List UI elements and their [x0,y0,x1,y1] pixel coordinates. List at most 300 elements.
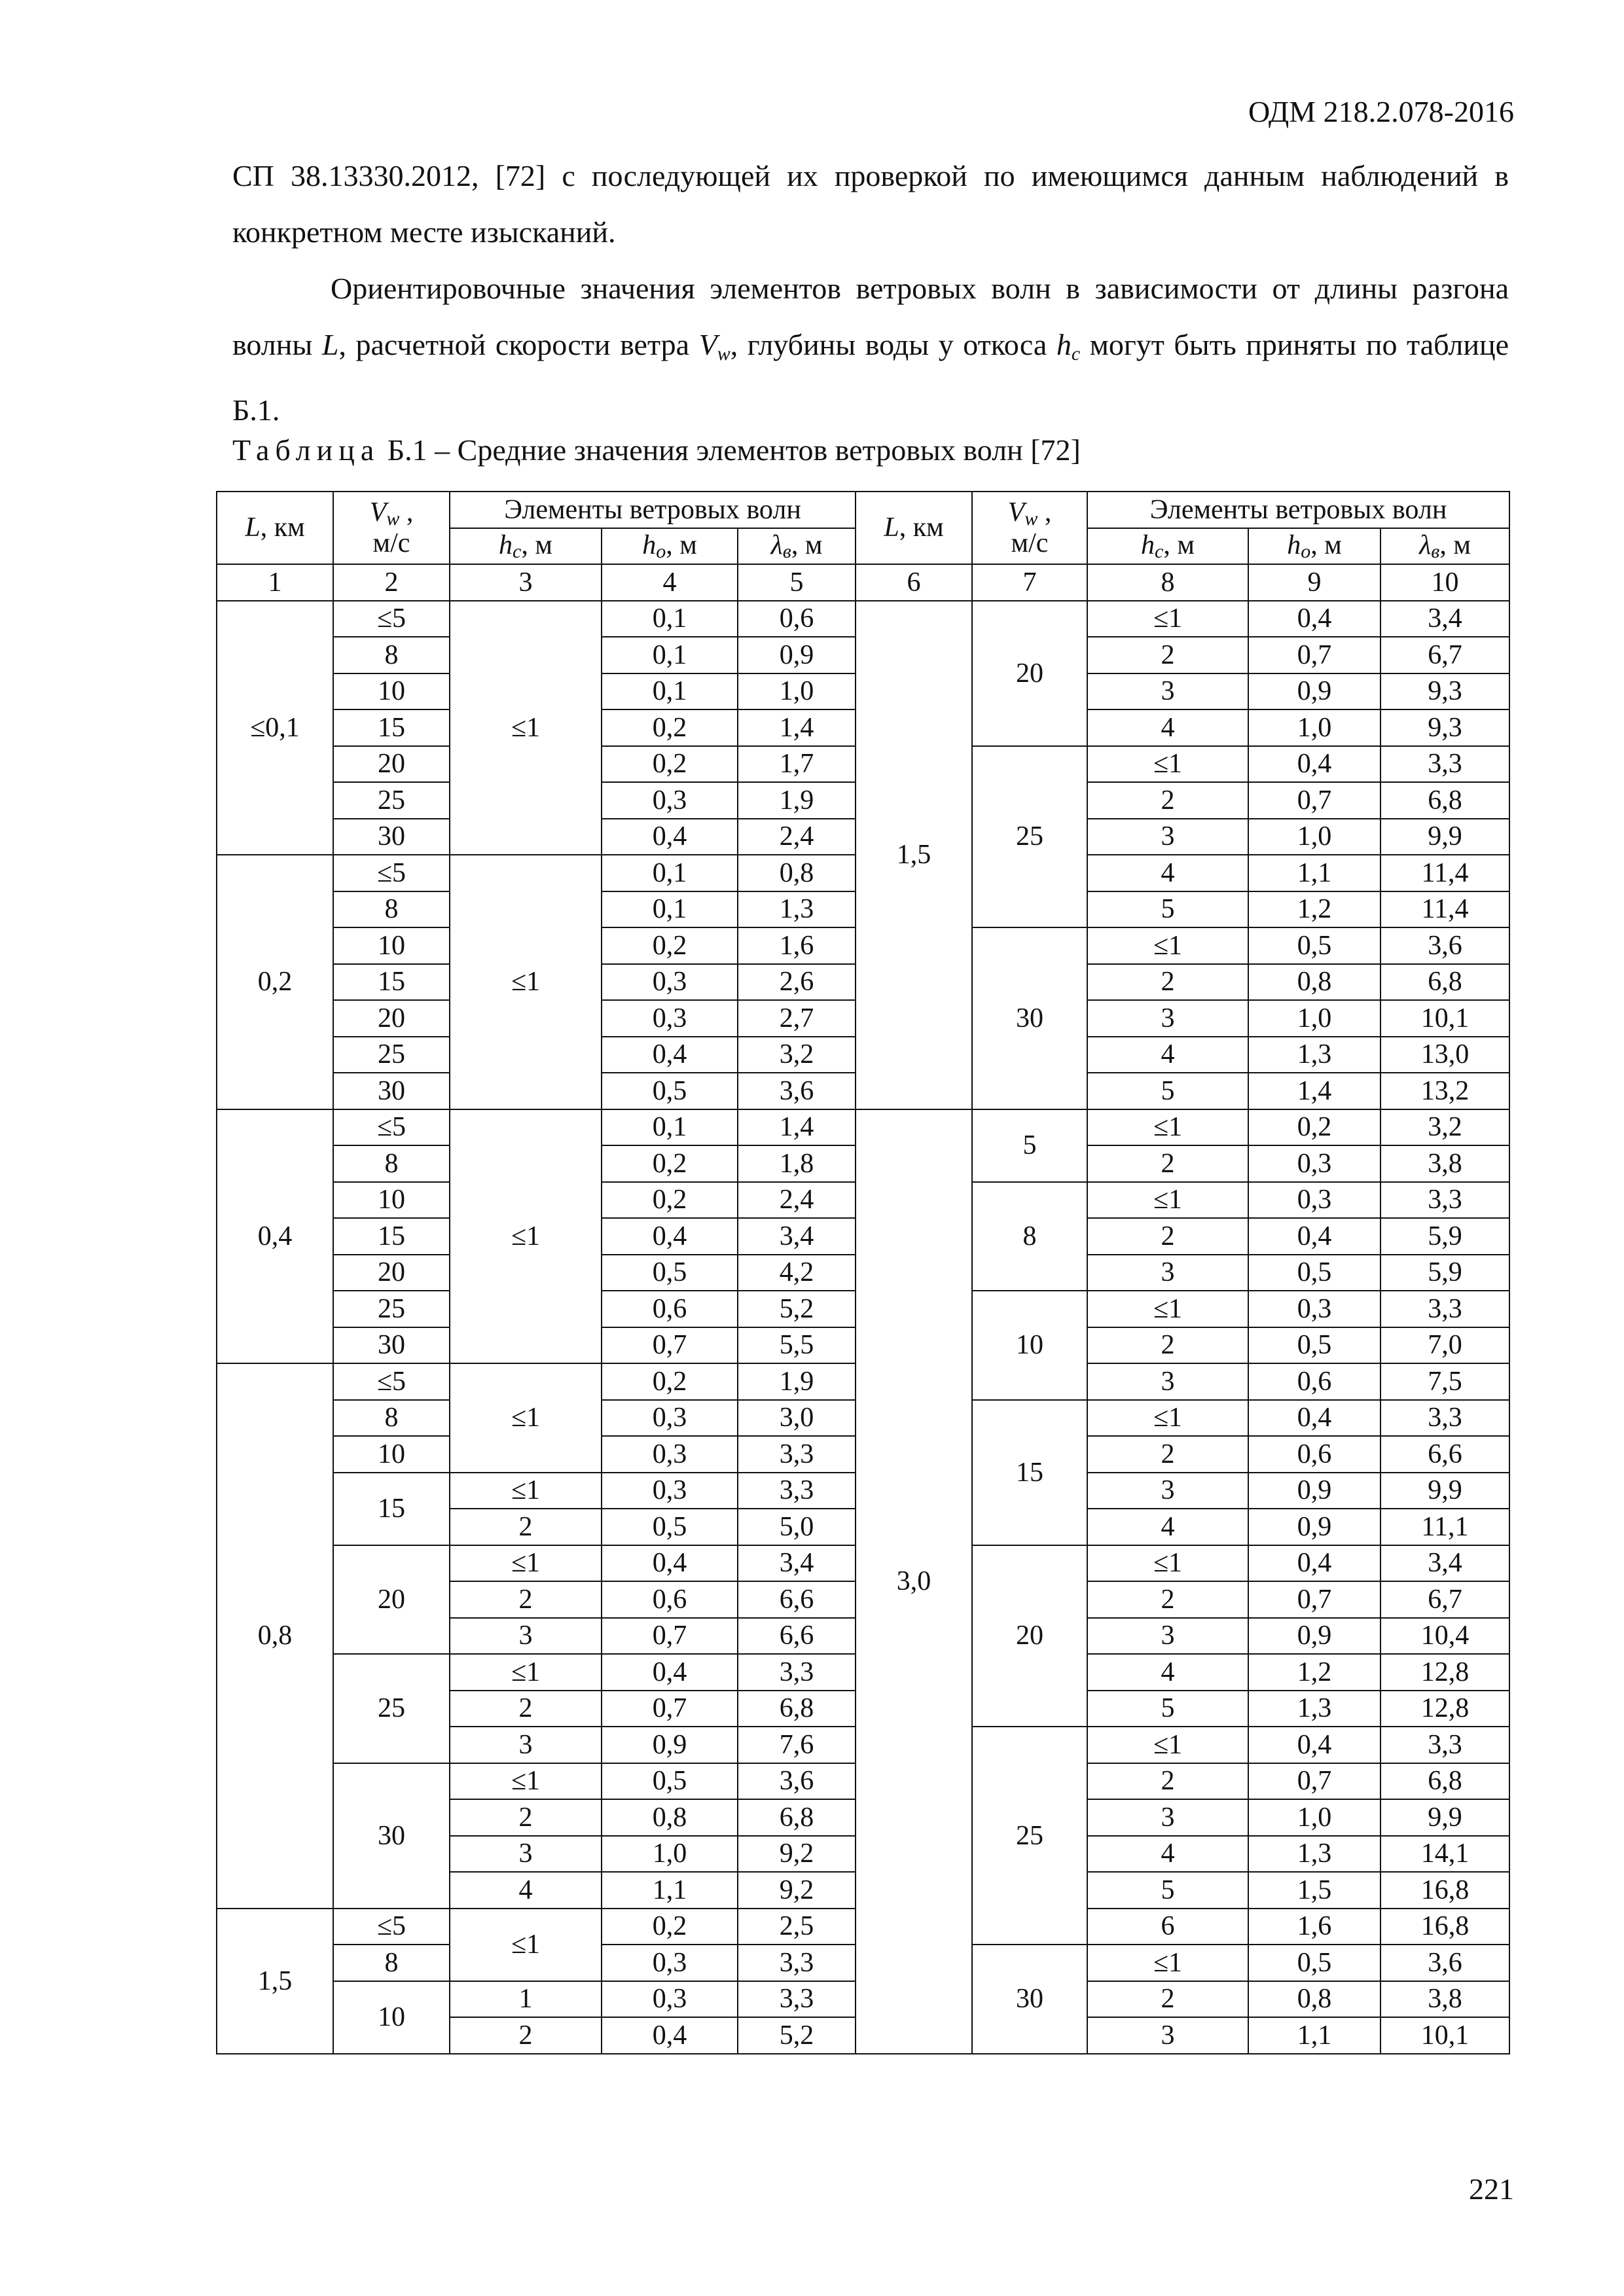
table-cell: 7,6 [738,1727,856,1763]
table-cell: 0,6 [602,1581,738,1618]
header-lambda-right: $\lambda_в$, м [1380,528,1509,565]
table-cell: 0,5 [1248,927,1380,964]
table-cell: 4 [450,1872,602,1909]
table-cell: 4 [1087,855,1248,891]
table-cell: 0,4 [1248,1400,1380,1437]
column-number: 2 [333,564,450,601]
table-cell: 0,9 [738,637,856,673]
table-cell: 20 [333,1000,450,1037]
table-cell: ≤5 [333,1109,450,1146]
column-number: 9 [1248,564,1380,601]
table-cell: 10 [333,1182,450,1219]
table-cell: ≤5 [333,855,450,891]
header-L-left: L, км [217,492,333,564]
table-cell: 3,3 [1380,1727,1509,1763]
column-number-row [217,564,1509,601]
table-cell: 30 [333,1073,450,1109]
column-number: 8 [1087,564,1248,601]
table-cell: 3 [1087,1618,1248,1655]
table-cell: 0,5 [1248,1945,1380,1981]
table-cell: 3,8 [1380,1145,1509,1182]
table-cell: 1,1 [1248,855,1380,891]
table-cell: 2,7 [738,1000,856,1037]
header-L-right: L, км [856,492,972,564]
table-cell: 10,4 [1380,1618,1509,1655]
table-cell: 0,4 [602,819,738,855]
table-cell: 0,2 [602,927,738,964]
table-cell: 10 [333,927,450,964]
table-cell: 2 [1087,964,1248,1001]
table-cell: 3,0 [856,1109,972,2054]
table-cell: 6 [1087,1909,1248,1945]
header-hc-right: $h_c$, м [1087,528,1248,565]
table-cell: 1,8 [738,1145,856,1182]
table-cell: 0,7 [1248,637,1380,673]
table-cell: ≤5 [333,1909,450,1945]
table-caption-label: Таблица [232,433,380,467]
table-cell: 3,3 [738,1654,856,1691]
table-cell: 3,0 [738,1400,856,1437]
table-cell: 5 [1087,1073,1248,1109]
table-cell: 2 [1087,637,1248,673]
table-cell: 3,3 [738,1436,856,1473]
table-cell: 9,2 [738,1872,856,1909]
column-number: 3 [450,564,602,601]
table-cell: 25 [333,1654,450,1763]
table-cell: 0,4 [1248,1545,1380,1582]
table-cell: 10 [333,1436,450,1473]
table-cell: 1,2 [1248,1654,1380,1691]
table-cell: ≤1 [1087,1182,1248,1219]
column-number: 6 [856,564,972,601]
header-hc-left: $h_c$, м [450,528,602,565]
table-cell: 3 [450,1836,602,1873]
table-cell: 25 [972,746,1087,928]
table-cell: 3,3 [738,1981,856,2018]
table-cell: 8 [972,1182,1087,1291]
table-cell: ≤1 [1087,1400,1248,1437]
table-cell: 30 [333,1327,450,1364]
table-cell: 1,0 [1248,1799,1380,1836]
table-cell: 3 [1087,1363,1248,1400]
header-V-left: $V_w$ , м/с [333,492,450,564]
table-cell: 0,3 [1248,1182,1380,1219]
table-cell: 0,4 [1248,1218,1380,1255]
table-cell: 3 [450,1727,602,1763]
table-cell: 0,6 [1248,1363,1380,1400]
table-cell: ≤1 [450,855,602,1109]
table-cell: 1,5 [856,601,972,1109]
table-cell: 2,4 [738,1182,856,1219]
table-cell: 2 [1087,782,1248,819]
table-cell: 25 [333,1291,450,1327]
table-cell: 4,2 [738,1255,856,1291]
table-cell: 2 [1087,1145,1248,1182]
table-cell: 3 [450,1618,602,1655]
table-cell: ≤1 [1087,746,1248,783]
table-cell: 3 [1087,1473,1248,1509]
table-cell: ≤1 [1087,1945,1248,1981]
table-cell: 2 [450,1509,602,1545]
table-cell: 2,5 [738,1909,856,1945]
table-cell: 10,1 [1380,1000,1509,1037]
table-cell: 15 [333,1218,450,1255]
table-cell: 0,1 [602,891,738,928]
table-cell: 0,5 [602,1073,738,1109]
table-cell: 0,3 [1248,1145,1380,1182]
table-cell: 3,3 [1380,746,1509,783]
table-cell: 0,1 [602,601,738,637]
header-ho-left: $h_o$, м [602,528,738,565]
table-cell: 3 [1087,1255,1248,1291]
table-cell: 2 [1087,1436,1248,1473]
table-cell: 0,4 [602,2017,738,2054]
table-cell: 0,1 [602,637,738,673]
table-cell: 0,8 [217,1363,333,1909]
table-cell: ≤1 [1087,601,1248,637]
table-cell: 0,2 [602,709,738,746]
table-cell: 0,4 [602,1037,738,1073]
table-row [217,601,1509,637]
table-cell: 6,6 [738,1581,856,1618]
table-cell: 9,9 [1380,1799,1509,1836]
table-cell: 4 [1087,1654,1248,1691]
table-cell: 11,1 [1380,1509,1509,1545]
table-cell: ≤1 [1087,927,1248,964]
table-cell: 3,3 [738,1945,856,1981]
table-cell: 3,3 [1380,1291,1509,1327]
table-cell: 0,7 [1248,782,1380,819]
table-cell: 0,4 [1248,746,1380,783]
table-cell: 2 [450,2017,602,2054]
table-cell: 1,0 [738,673,856,710]
table-cell: 6,8 [738,1799,856,1836]
table-cell: 0,7 [602,1327,738,1364]
table-cell: ≤1 [1087,1291,1248,1327]
table-cell: 6,6 [1380,1436,1509,1473]
table-cell: 2 [1087,1581,1248,1618]
table-cell: 1,9 [738,782,856,819]
table-cell: 0,2 [602,1182,738,1219]
table-cell: 0,9 [1248,1509,1380,1545]
table-cell: 8 [333,1945,450,1981]
table-cell: 3,4 [738,1545,856,1582]
table-cell: 0,9 [602,1727,738,1763]
table-cell: 0,3 [1248,1291,1380,1327]
table-cell: 1,0 [602,1836,738,1873]
table-cell: 0,9 [1248,1473,1380,1509]
table-cell: 5 [972,1109,1087,1182]
table-cell: 0,4 [1248,1727,1380,1763]
table-cell: 1,1 [602,1872,738,1909]
table-cell: 2 [1087,1218,1248,1255]
table-cell: 12,8 [1380,1654,1509,1691]
table-cell: 14,1 [1380,1836,1509,1873]
table-cell: 0,7 [602,1618,738,1655]
paragraph-1: СП 38.13330.2012, [72] с последующей их проверкой по имеющимся данным наблюдений в конкретном месте изысканий. [232,159,1509,249]
table-cell: 0,9 [1248,1618,1380,1655]
table-cell: 0,3 [602,1473,738,1509]
table-cell: ≤5 [333,601,450,637]
table-cell: 0,2 [602,1145,738,1182]
table-cell: 0,5 [602,1255,738,1291]
table-cell: 0,5 [1248,1327,1380,1364]
table-cell: 8 [333,637,450,673]
table-cell: 3 [1087,1799,1248,1836]
wave-elements-table [216,491,1510,2054]
table-cell: 10 [333,673,450,710]
table-cell: 20 [333,1255,450,1291]
header-V-right: $V_w$ , м/с [972,492,1087,564]
table-cell: 1,4 [738,709,856,746]
column-number: 10 [1380,564,1509,601]
table-cell: 3,2 [738,1037,856,1073]
table-cell: 25 [333,782,450,819]
table-cell: 3 [1087,673,1248,710]
table-cell: 5,9 [1380,1218,1509,1255]
table-cell: 15 [333,964,450,1001]
table-cell: 0,3 [602,1000,738,1037]
table-cell: 1,5 [217,1909,333,2054]
table-cell: 9,2 [738,1836,856,1873]
table-cell: 5,9 [1380,1255,1509,1291]
table-cell: 10 [333,1981,450,2054]
table-cell: 3,4 [738,1218,856,1255]
table-cell: 1,0 [1248,709,1380,746]
table-cell: 1,6 [738,927,856,964]
table-cell: 0,6 [602,1291,738,1327]
table-cell: 3,6 [738,1763,856,1800]
table-cell: 0,3 [602,1436,738,1473]
table-cell: ≤1 [450,601,602,855]
table-cell: 1,3 [1248,1037,1380,1073]
table-cell: 1,9 [738,1363,856,1400]
table-cell: 5,5 [738,1327,856,1364]
table-cell: ≤1 [1087,1727,1248,1763]
table-cell: 15 [333,709,450,746]
table-cell: 0,2 [602,1363,738,1400]
table-cell: 0,6 [738,601,856,637]
table-cell: 0,7 [1248,1763,1380,1800]
table-cell: 5 [1087,891,1248,928]
table-cell: 9,3 [1380,709,1509,746]
table-cell: 3,2 [1380,1109,1509,1146]
table-cell: 3,4 [1380,601,1509,637]
table-body [217,564,1509,2054]
table-cell: 16,8 [1380,1872,1509,1909]
table-cell: 13,0 [1380,1037,1509,1073]
table-cell: 0,6 [1248,1436,1380,1473]
table-cell: 0,4 [217,1109,333,1364]
table-cell: 0,4 [1248,601,1380,637]
table-cell: 30 [972,927,1087,1109]
header-ho-right: $h_o$, м [1248,528,1380,565]
table-cell: 11,4 [1380,855,1509,891]
table-cell: 4 [1087,1037,1248,1073]
table-cell: 0,4 [602,1545,738,1582]
table-cell: 0,3 [602,1981,738,2018]
table-cell: 0,7 [1248,1581,1380,1618]
table-cell: 6,8 [738,1691,856,1727]
table-cell: 8 [333,1400,450,1437]
table-cell: 2 [1087,1763,1248,1800]
table-cell: ≤1 [1087,1545,1248,1582]
table-caption [232,432,1081,468]
table-cell: 20 [972,601,1087,746]
table-cell: 0,5 [602,1509,738,1545]
table-cell: 0,3 [602,782,738,819]
table-cell: 1,4 [1248,1073,1380,1109]
table-cell: 13,2 [1380,1073,1509,1109]
table-cell: 5 [1087,1691,1248,1727]
table-cell: 0,8 [738,855,856,891]
table-cell: ≤1 [450,1763,602,1800]
table-cell: 0,2 [217,855,333,1109]
table-cell: 0,8 [602,1799,738,1836]
table-cell: 6,6 [738,1618,856,1655]
table-cell: ≤1 [450,1545,602,1582]
table-cell: 1,6 [1248,1909,1380,1945]
table-cell: ≤5 [333,1363,450,1400]
table-cell: 1,3 [1248,1691,1380,1727]
table-cell: 0,8 [1248,1981,1380,2018]
table-cell: 9,9 [1380,1473,1509,1509]
table-cell: 3,8 [1380,1981,1509,2018]
table-cell: 16,8 [1380,1909,1509,1945]
table-cell: 7,5 [1380,1363,1509,1400]
table-cell: ≤0,1 [217,601,333,855]
table-cell: 2 [450,1691,602,1727]
table-cell: 3 [1087,2017,1248,2054]
column-number: 5 [738,564,856,601]
document-code: ОДМ 218.2.078-2016 [1248,95,1514,128]
header-row-1 [217,492,1509,528]
table-cell: 0,1 [602,855,738,891]
table-cell: 0,3 [602,1400,738,1437]
table-cell: 9,9 [1380,819,1509,855]
table-cell: 3,4 [1380,1545,1509,1582]
table-cell: 1,2 [1248,891,1380,928]
table-cell: 30 [333,1763,450,1909]
table-cell: 3,3 [738,1473,856,1509]
table-cell: 3 [1087,819,1248,855]
table-cell: 25 [972,1727,1087,1945]
table-cell: 0,8 [1248,964,1380,1001]
table-cell: ≤1 [450,1909,602,1981]
table-cell: 2 [450,1581,602,1618]
table-cell: 4 [1087,709,1248,746]
table-cell: 8 [333,1145,450,1182]
table-cell: 3,6 [738,1073,856,1109]
table-cell: 0,2 [1248,1109,1380,1146]
table-cell: 10,1 [1380,2017,1509,2054]
table-cell: 6,8 [1380,782,1509,819]
table-cell: 0,3 [602,964,738,1001]
table-cell: ≤1 [450,1654,602,1691]
table-cell: 4 [1087,1509,1248,1545]
table-cell: 2,6 [738,964,856,1001]
table-cell: 2 [1087,1981,1248,2018]
table-cell: 10 [972,1291,1087,1400]
table-cell: 0,7 [602,1691,738,1727]
table-cell: 6,7 [1380,1581,1509,1618]
table-cell: 12,8 [1380,1691,1509,1727]
table-cell: 1,0 [1248,1000,1380,1037]
table-cell: 9,3 [1380,673,1509,710]
table-cell: 6,8 [1380,1763,1509,1800]
table-cell: 1,7 [738,746,856,783]
table-cell: 11,4 [1380,891,1509,928]
table-cell: 2 [1087,1327,1248,1364]
column-number: 4 [602,564,738,601]
table-cell: 20 [333,1545,450,1655]
table-cell: 3,3 [1380,1400,1509,1437]
table-cell: 1,1 [1248,2017,1380,2054]
table-cell: 0,4 [602,1654,738,1691]
table-cell: 1,4 [738,1109,856,1146]
table-cell: 0,5 [602,1763,738,1800]
page-number: 221 [1469,2172,1514,2206]
table-cell: 15 [333,1473,450,1545]
paragraph-2: Ориентировочные значения элементов ветровых волн в зависимости от длины разгона волны L, расчетной скорости ветра $V_w$, глубины воды у откоса $h_c$ могут быть приняты по таблице Б.1. [232,272,1509,427]
table-cell: 0,1 [602,1109,738,1146]
table-cell: ≤1 [1087,1109,1248,1146]
table-cell: 1,0 [1248,819,1380,855]
table-cell: 3 [1087,1000,1248,1037]
table-cell: 0,2 [602,1909,738,1945]
table-cell: ≤1 [450,1363,602,1473]
table-cell: ≤1 [450,1109,602,1364]
table-cell: 0,4 [602,1218,738,1255]
column-number: 7 [972,564,1087,601]
table-cell: 5,0 [738,1509,856,1545]
table-cell: 30 [972,1945,1087,2054]
header-group-left: Элементы ветровых волн [450,492,856,528]
table-cell: 3,6 [1380,927,1509,964]
table-cell: 5 [1087,1872,1248,1909]
table-cell: 15 [972,1400,1087,1545]
table-row [217,1109,1509,1146]
table-cell: 20 [972,1545,1087,1727]
table-cell: 6,8 [1380,964,1509,1001]
table-cell: 1 [450,1981,602,2018]
table-cell: 0,1 [602,673,738,710]
table-cell: 3,3 [1380,1182,1509,1219]
table-cell: 2,4 [738,819,856,855]
table-cell: 25 [333,1037,450,1073]
table-caption-text: Б.1 – Средние значения элементов ветровых волн [72] [380,433,1081,467]
table-cell: 5,2 [738,1291,856,1327]
column-number: 1 [217,564,333,601]
header-group-right: Элементы ветровых волн [1087,492,1509,528]
header-lambda-left: $\lambda_в$, м [738,528,856,565]
table-cell: ≤1 [450,1473,602,1509]
table-cell: 5,2 [738,2017,856,2054]
table-cell: 1,3 [1248,1836,1380,1873]
table-cell: 1,5 [1248,1872,1380,1909]
table-cell: 0,3 [602,1945,738,1981]
table-cell: 2 [450,1799,602,1836]
table-cell: 6,7 [1380,637,1509,673]
table-cell: 0,9 [1248,673,1380,710]
table-cell: 30 [333,819,450,855]
table-cell: 0,2 [602,746,738,783]
table-cell: 7,0 [1380,1327,1509,1364]
table-cell: 8 [333,891,450,928]
table-cell: 4 [1087,1836,1248,1873]
table-cell: 20 [333,746,450,783]
table-cell: 3,6 [1380,1945,1509,1981]
